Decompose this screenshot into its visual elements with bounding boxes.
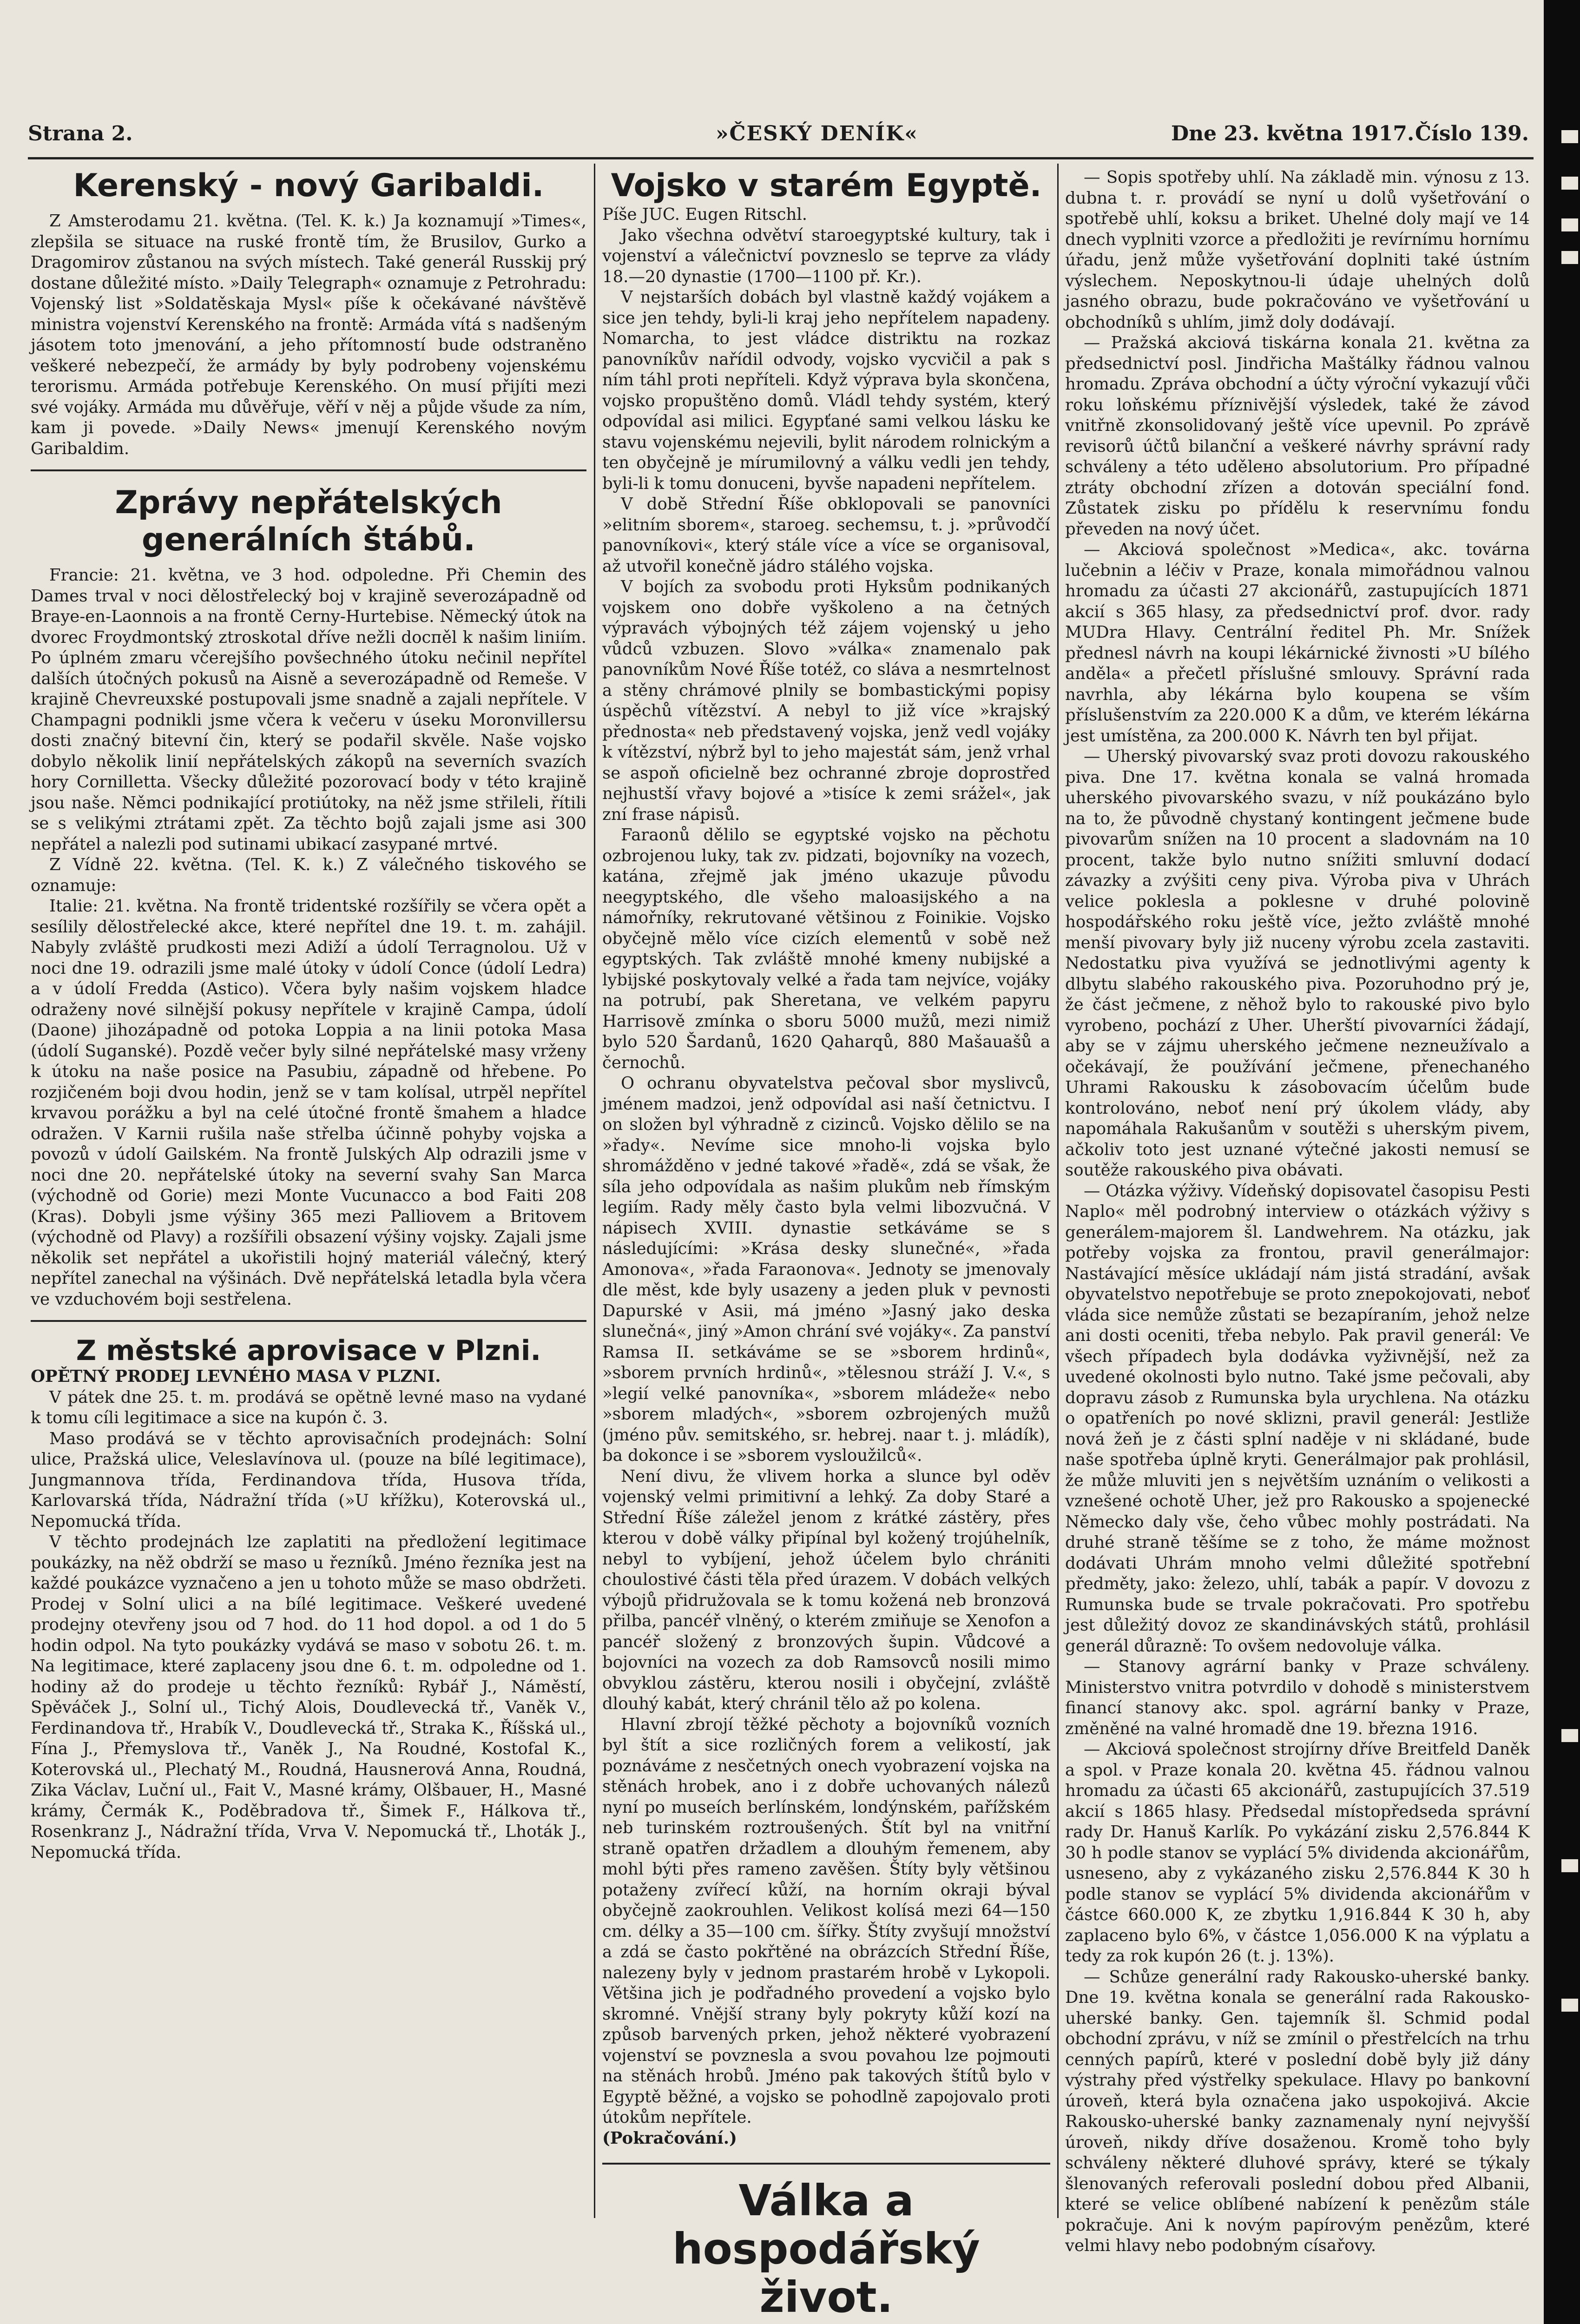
column-2	[602, 167, 1050, 2322]
article-aprovisace-title: Z městské aprovisace v Plzni.	[76, 1334, 541, 1367]
scan-edge-fragment	[1561, 251, 1578, 264]
column-rule-left	[594, 164, 595, 2218]
article-kerensky-title: Kerenský - nový Garibaldi.	[73, 167, 544, 204]
article-valka-title: Válka a hospodářský život.	[672, 2176, 980, 2322]
column-1	[31, 167, 586, 2278]
article-divider	[602, 2163, 1050, 2165]
article-egypt-paragraph: Není divu, že vlivem horka a slunce byl oděv vojenský velmi primitivní a lehký. Za doby Staré a Střední Říše záležel jenom z krátké zástěry, přes kterou v době války připínal byl kožený trojúhelník, nebyl to vybíjení, jehož účelem bylo chrániti choulostivé části těla před úrazem. V dobách velkých výbojů přidružovala se k tomu kožená neb bronzová přilba, pancéř vlněný, o kterém zmiňuje se Xenofon a pancéř složený z bronzových šupin. Vůdcové a bojovníci na vozech za dob Ramsovců nosili mimo obvyklou zástěru, kterou nosili i obyčejní, zvláště dlouhý kabát, který chránil tělo až po kolena.	[602, 1466, 1050, 1713]
column-rule-right	[1057, 164, 1059, 2218]
article-staby-paragraph: Z Vídně 22. května. (Tel. K. k.) Z válečného tiskového se oznamuje:	[31, 855, 586, 895]
scan-edge-fragment	[1561, 130, 1578, 143]
scan-edge-fragment	[1561, 1859, 1578, 1872]
article-egypt-paragraph: O ochranu obyvatelstva pečoval sbor myslivců, jménem madzoi, jenž odpovídal asi naší četnictvu. I on složen byl výhradně z cizinců. Vojsko dělilo se na »řady«. Nevíme sice mnoho-li vojska bylo shromážděno v jedné takové »řadě«, zdá se však, že síla jeho odpovídala as našim plukům neb římským legiím. Rady měly často byla velmi libozvučná. V nápisech XVIII. dynastie setkáváme se s následujícími: »Krása desky slunečné«, »řada Amonova«, »řada Faraonova«. Jednoty se jmenovaly dle měst, kde byly usazeny a jeden pluk v pevnosti Dapurské v Asii, má jméno »Jasný jako deska slunečná«, jiný »Amon chrání své vojáky«. Za panství Ramsa II. setkáváme se se »sborem hrdinů«, »sborem prvních hrdinů«, »tělesnou stráží J. V.«, s »legií velké panovníka«, »sborem mládeže« nebo »sborem mladých«, »sborem ozbrojených mužů (jméno pův. semitského, sr. hebrej. naar t. j. mládík), ba dokonce i se »sborem vysloužilců«.	[602, 1074, 1050, 1465]
page-number: Strana 2.	[28, 122, 133, 145]
article-divider	[31, 469, 586, 471]
scan-edge	[1544, 0, 1580, 2324]
news-item-breitfeld-danek: — Akciová společnost strojírny dříve Breitfeld Daněk a spol. v Praze konala 20. května 45. řádnou valnou hromadu za účasti 65 akcionářů, zastupujících 37.519 akcií s 1865 hlasy. Předsedal místopředseda správní rady Dr. Hanuš Karlík. Po vykázání zisku 2,576.844 K 30 h podle stanov se vyplácí 5% dividenda akcionářům, usneseno, aby z vykázaného zisku 2,576.844 K 30 h podle stanov se vyplácí 5% dividenda akcionářům v částce 660.000 K, ze zbytku 1,916.844 K 30 h, aby zaplaceno bylo 6%, v částce 1,056.000 K na výplatu a tedy za rok kupón 26 (t. j. 13%).	[1065, 1740, 1530, 1966]
article-egypt-paragraph: Faraonů dělilo se egyptské vojsko na pěchotu ozbrojenou luky, tak zv. pidzati, bojovníky na vozech, katána, zřejmě jak jméno ukazuje původu neegyptského, dle všeho maloasijského a na námořníky, rekrutované většinou z Foinikie. Vojsko obyčejně mělo více cizích elementů v sobě než egyptských. Tak zvláště mnohé kmeny nubijské a lybijské poskytovaly velké a řada tam nejvíce, vojáky na potrubí, pak Sheretana, ve velkém papyru Harrisově zmínka o sboru 5000 mužů, mezi nimiž bylo 520 Šardanů, 1620 Qaharqů, 880 Mašauašů a černochů.	[602, 825, 1050, 1072]
news-item-uhersky-pivovarsky-svaz: — Uherský pivovarský svaz proti dovozu rakouského piva. Dne 17. května konala se valná hromada uherského pivovarského svazu, v níž poukázáno bylo na to, že původně chystaný kontingent ječmene bude pivovarům snížen na 10 procent a sladovnám na 10 procent, takže bylo nutno snížiti smluvní dodací závazky a zvýšiti ceny piva. Výroba piva v Uhrách velice poklesla a poklesne v druhé polovině hospodářského roku ještě více, ježto zvláště mnohé menší pivovary byly již nuceny výrobu zcela zastaviti. Nedostatku piva využívá se jednotlivými agenty k dlbytu slabého rakouského piva. Pozoruhodno prý je, že část ječmene, z něhož bylo to rakouské pivo bylo vyrobeno, pochází z Uher. Uherští pivovarníci žádají, aby se v zájmu uherského ječmene nezneužívalo a očekávají, že používání ječmene, přeneсhaného Uhrami Rakousku k zásobovacím účelům bude kontrolováno, neboť není prý úkolem vlády, aby napomáhala Rakušanům v soutěži s uherským pivem, ačkoliv toto jest uznané výtečné jakosti nemusí se soutěže rakouského piva obávati.	[1065, 747, 1530, 1180]
article-divider	[31, 1320, 586, 1322]
article-aprovisace-paragraph: Maso prodává se v těchto aprovisačních prodejnách: Solní ulice, Pražská ulice, Veleslavínova ul. (pouze na bílé legitimace), Jungmannova třída, Ferdinandova třída, Husova třída, Karlovarská třída, Nádražní třída (»U křížku), Koterovská ul., Nepomucká třída.	[31, 1429, 586, 1531]
article-staby-paragraph: Francie: 21. května, ve 3 hod. odpoledne. Při Chemin des Dames trval v noci dělostřelecký boj v krajině severozápadně od Braye-en-Laonnois a na frontě Cerny-Hurtebise. Německý útok na dvorec Froydmontský ztroskotal dříve nežli doспěl k našim liniím. Po úplném zmaru včerejšího povšechného útoku nečinil nepřítel dalších útočných pokusů na Aisně a severozápadně od Remeše. V krajině Chevreuxské postupovali jsme snadně a zajali nepřítele. V Champagni podnikli jsme včera k večeru v úseku Moronvillersu dosti značný bitevní čin, který se podařil skvěle. Naše vojsko dobylo několik linií nepřátelských zákopů na severních svazích hory Cornilletta. Všecky důležité pozorovací body v této krajině jsou naše. Němci podnikající protiútoky, na něž jsme střileli, řítili se s velikými ztrátami zpět. Za těchto bojů zajali jsme asi 300 nepřátel a nalezli pod sutinami ubikací zasypané mrtvé.	[31, 566, 586, 854]
issue-date: Dne 23. května 1917.	[1171, 122, 1415, 145]
article-egypt-paragraph: Jako všechna odvětví staroegyptské kultury, tak i vojenství a válečnictví povzneslo se teprve za vlády 18.—20 dynastie (1700—1100 př. Kr.).	[602, 225, 1050, 286]
news-item-agrarni-banka: — Stanovy agrární banky v Praze schváleny. Ministerstvo vnitra potvrdilo v dohodě s ministerstvem financí stanovy akc. spol. agrární banky v Praze, změněné na valné hromadě dne 19. března 1916.	[1065, 1657, 1530, 1738]
article-aprovisace-subtitle: OPĚTNÝ PRODEJ LEVNÉHO MASA V PLZNI.	[31, 1367, 441, 1386]
article-aprovisace-paragraph: V těchto prodejnách lze zaplatiti na předložení legitimace poukázky, na něž obdrží se maso u řezníků. Jméno řezníka jest na každé poukázce vyznačeno a jen u tohoto může se maso obdržeti. Prodej v Solní ulici a na bílé legitimace. Veškeré uvedené prodejny otevřeny jsou od 7 hod. do 11 hod dopol. a od 1 do 5 hodin odpol. Na tyto poukázky vydává se maso v sobotu 26. t. m. Na legitimace, které zaplaceny jsou dne 6. t. m. odpoledne od 1. hodiny až do prodeje u těchto řezníků: Rybář J., Náměstí, Spěváček J., Solní ul., Tichý Alois, Doudlevecká tř., Vaněk V., Ferdinandova tř., Hrabík V., Doudlevecká tř., Straka K., Říšská ul., Fína J., Přemyslova tř., Vaněk J., Na Roudné, Kostofal K., Koterovská ul., Plechatý M., Roudná, Hausnerová Anna, Roudná, Zika Václav, Luční ul., Fait V., Masné krámy, Olšbauer, H., Masné krámy, Čermák K., Poděbradova tř., Šimek F., Hálkova tř., Rosenkranz J., Nádražní třída, Vrva V. Nepomucká tř., Lhoták J., Nepomucká třída.	[31, 1532, 586, 1862]
page-header	[28, 122, 1529, 154]
scan-edge-fragment	[1561, 1729, 1578, 1742]
masthead-title: »ČESKÝ DENÍK«	[716, 122, 918, 145]
article-egypt-paragraph: V nejstarších dobách byl vlastně každý vojákem a sice jen tehdy, byli-li kraj jeho nepřítelem napadeny. Nomarcha, to jest vládce distriktu na rozkaz panovníkův nařídil odvody, vojsko vycvičil a pak s ním táhl proti nepříteli. Když výprava byla skončena, vojsko propuštěno domů. Vládl tehdy systém, který odpovídal asi milici. Egypťané sami velkou lásku ke stavu vojenskému nejevili, bylit národem rolnickým a ten obyčejně je mírumilovný a válku vedli jen tehdy, byli-li k tomu donuceni, byvše napadeni nepřítelem.	[602, 288, 1050, 493]
article-egypt-paragraph: Hlavní zbrojí těžké pěchoty a bojovníků vozních byl štít a sice rozličných forem a velikostí, jak poznáváme z nesčetných onech vyobrazení vojska na stěnách hrobek, ano i z dobře uchovaných nálezů nyní po museích berlínském, londýnském, pařížském neb turinském roztroušených. Štít byl na vnitřní straně opatřen držadlem a dlouhým řemenem, aby mohl býti přes rameno zavěšen. Štíty byly většinou potaženy zvířecí kůží, na horním okraji býval obyčejně zaokrouhlen. Velikost kolísá mezi 64—150 cm. délky a 35—100 cm. šířky. Štíty zvyšují množství a zdá se často pokřtěné na obrázcích Střední Říše, nalezeny byly v jednom prastarém hrobě v Lykopoli. Většina jich je podřadného provedení a vojsko bylo skromné. Vnější strany byly pokryty kůží kozí na způsob barvených prken, jehož některé vyobrazení vojenství se povznesla a svou povahou lze pojmouti na stěnách hrobů. Jméno pak takových štítů bylo v Egyptě běžné, a vojsko se pohodlně zapojovalo proti útokům nepřítele.	[602, 1715, 1050, 2127]
article-staby-title: Zprávy nepřátelských generálních štábů.	[115, 484, 502, 558]
article-egypt-paragraph: V době Střední Říše obklopovali se panovníci »elitním sborem«, staroeg. sechemsu, t. j. »průvodčí panovníkovi«, který stále více a více se organisoval, až utvořil konečně jádro stálého vojska.	[602, 495, 1050, 576]
news-item-prazska-tiskarna: — Pražská akciová tiskárna konala 21. května za předsednictví posl. Jindřicha Maštálky řádnou valnou hromadu. Zpráva obchodní a účty výroční vykazují vůči roku loňskému příznivější výsledek, také že závod vnitřně zkonsolidovaný ještě více upevnil. Po zprávě revisorů účtů bilanční a veškeré návrhy správní rady schváleny a této udělено absolutorium. Pro případné ztráty obchodní zřízen a dotován speciální fond. Zůstatek zisku po přídělu k reservnímu fondu převeden na nový účet.	[1065, 333, 1530, 539]
article-aprovisace-paragraph: V pátek dne 25. t. m. prodává se opětně levné maso na vydané k tomu cíli legitimace a sice na kupón č. 3.	[31, 1387, 586, 1427]
scan-edge-fragment	[1561, 177, 1578, 190]
news-item-rakousko-uherska-banka: — Schůze generální rady Rakousko-uherské banky. Dne 19. května konala se generální rada Rakousko-uherské banky. Gen. tajemník šl. Schmid podal obchodní zprávu, v níž se zmínil o přestřelcích na trhu cenných papírů, které v poslední době byly již dány výstrahy před výstřelky spekulace. Hlavy po bankovní úroveň, která byla označena jako uspokojivá. Akcie Rakousko-uherské banky zaznamenaly nyní nejvyšší úroveň, nikdy dříve dosaženou. Kromě toho byly schváleny některé dluhové správy, které se týkaly šlenovaných referovali poslední dobou před Albanii, které se velice oblíbené nabízení k penězům stále pokračuje. Ani k novým papírovým penězům, které velmi hlavy nebo podobným císařovy.	[1065, 1967, 1530, 2255]
news-item-sopis-spotreby: — Sopis spotřeby uhlí. Na základě min. výnosu z 13. dubna t. r. provádí se nyní u dolů vyšetřování o spotřebě uhlí, koksu a briket. Uhelné doly mají ve 14 dnech vyplniti vzorce a předložiti je revírnímu hornímu úřadu, jenž může vyšetřování doplniti také ústním výslechem. Neposkytnou-li údaje uhelných dolů jasného obrazu, bude pokračováno ve vyšetřování u obchodníků s uhlím, jimž doly dodávají.	[1065, 168, 1530, 332]
news-item-otazka-vyzivy: — Otázka výživy. Vídeňský dopisovatel časopisu Pesti Naplo« měl podrobný interview o otázkách výživy s generálem-majorem šl. Landwehrem. Na otázku, jak potřeby vojska za frontou, pravil generálmajor: Nastávající měsíce ukládají nám jistá stradání, avšak obyvatelstvo nepotřebuje se proto znepokojovati, neboť vláda sice nemůže zůstati se bezapíraním, jehož nelze ani dosti oceniti, třeba nebylo. Pak pravil generál: Ve všech případech byla dodávka vyživnější, než za uvedené okolnosti bylo nutno. Také jsme pečovali, aby dopravu zásob z Rumunska byla urychlena. Na otázku o opatřeních po nové sklizni, pravil generál: Jestliže nová žeň je z části splní naděje v ni skládané, bude naše spotřeba úplně kryti. Generálmajor pak prohlásil, že může mluviti jen s největším uznáním o velikosti a vznešené ochotě Uher, jež pro Rakousko a spojenecké Německo daly vše, čeho vůbec mohly postrádati. Na druhé straně těšíme se z toho, že máme možnost dodávati Uhrám mnoho velmi důležité spotřební předměty, jako: železo, uhlí, tabák a papír. V dovozu z Rumunska bude se trvale pokračovati. Pro spotřebu jest důležitý dovoz ze skandinávských států, prohlásil generál důrazně: To ovšem nedovoluje válka.	[1065, 1181, 1530, 1656]
news-item-medica: — Akciová společnost »Medica«, akc. továrna lučebnin a léčiv v Praze, konala mimořádnou valnou hromadu za účasti 27 akcionářů, zastupujících 1871 akcií s 365 hlasy, za předsednictví prof. dvor. rady MUDra Hlavy. Centrální ředitel Ph. Mr. Snížek přednesl návrh na koupi lékárnické živnosti »U bílého anděla« a přečetl příslušné smlouvy. Správní rada navrhla, aby lékárna bylo koupena se vším příslušenstvím za 220.000 K a dům, ve kterém lékárna jest umístěna, za 200.000 K. Návrh ten byl přijat.	[1065, 540, 1530, 746]
issue-number: Číslo 139.	[1415, 122, 1529, 145]
article-egypt-title: Vojsko v starém Egyptě.	[611, 167, 1042, 204]
header-rule	[28, 157, 1534, 159]
article-staby-paragraph: Italie: 21. května. Na frontě tridentské rozšířily se včera opět a sesílily dělostřelecké akce, které nepřítel dne 19. t. m. zahájil. Nabyly zvláště prudkosti mezi Adiží a údolí Terragnolou. Už v noci dne 19. odrazili jsme malé útoky v údolí Conce (údolí Ledra) a v údolí Fredda (Astico). Včera byly našim vojskem hladce odraženy nové silnější pokusy nepřítele v krajině Campa, údolí (Daone) jihozápadně od potoka Loppia a na linii potoka Masa (údolí Suganské). Pozdě večer byly silné nepřátelské masy vrženy k útoku na naše posice na Pasubiu, západně od hřebene. Po rozjičeném boji dvou hodin, jenž se v tam kolísal, utrpěl nepřítel krvavou porážku a byl na celé útočné frontě šmahem a hladce odražen. V Karnii rušila naše střelba účinně pohyby vojska a povozů v údolí Gailském. Na frontě Julských Alp odrazili jsme v noci dne 20. nepřátelské útoky na severní svahy San Marca (východně od Gorie) mezi Monte Vucunacco a bod Faiti 208 (Kras). Dobyli jsme výšiny 365 mezi Palliovem a Britovem (východně od Plavy) a rozšířili obsazení výšiny vojsky. Zajali jsme několik set nepřátel a ukořistili hojný materiál válečný, který nepřítel zanechal na výšinách. Dvě nepřátelská letadla byla včera ve vzduchovém boji sestřelena.	[31, 897, 586, 1309]
article-egypt-byline: Píše JUC. Eugen Ritschl.	[602, 205, 807, 224]
scan-edge-fragment	[1561, 1999, 1578, 2012]
scan-edge-fragment	[1561, 218, 1578, 231]
article-egypt-paragraph: V bojích za svobodu proti Hyksům podnikaných vojskem ono dobře vyškoleno a na četných výpravách výbojných též zájem vojenský u jeho vůdců vzbuzen. Slovo »válka« znamenalo pak panovníkům Nové Říše totéž, co sláva a nesmrtelnost a stěny chrámové plnily se bombastickými popisy úspěchů vítězství. A nebyl to již více »krajský přednosta« neb představený vojska, jenž vedl vojáky k vítězství, nýbrž byl to jeho majestát sám, jenž vrhal se aspoň oficielně bez ochranné zbroje doprostřed nejhustší vřavy bojové a »tisíce k zemi srážel«, jak zní frase nápisů.	[602, 577, 1050, 824]
article-egypt-continued: (Pokračování.)	[602, 2128, 737, 2148]
column-3	[1065, 167, 1530, 2278]
article-kerensky-body: Z Amsterodamu 21. května. (Tel. K. k.) Ja koznamují »Times«, zlepšila se situace na ruské frontě tím, že Brusilov, Gurko a Dragomirov zůstanou na svých místech. Také generál Russkij prý dostane důležité místo. »Daily Telegraph« oznamuje z Petrohradu: Vojenský list »Soldatěskaja Mysl« píše k očekávané návštěvě ministra vojenství Kerenského na frontě: Armáda vítá s nadšeným jásotem toto jmenování, a jeho přítomností bude odstraněno veškeré nebezpečí, že armády by byly podrobeny vojenskému terorismu. Armáda potřebuje Kerenského. On musí přijíti mezi své vojáky. Armáda mu důvěřuje, věří v něj a půjde všude za ním, kam ji povede. »Daily News« jmenují Kerenského novým Garibaldim.	[31, 211, 586, 458]
